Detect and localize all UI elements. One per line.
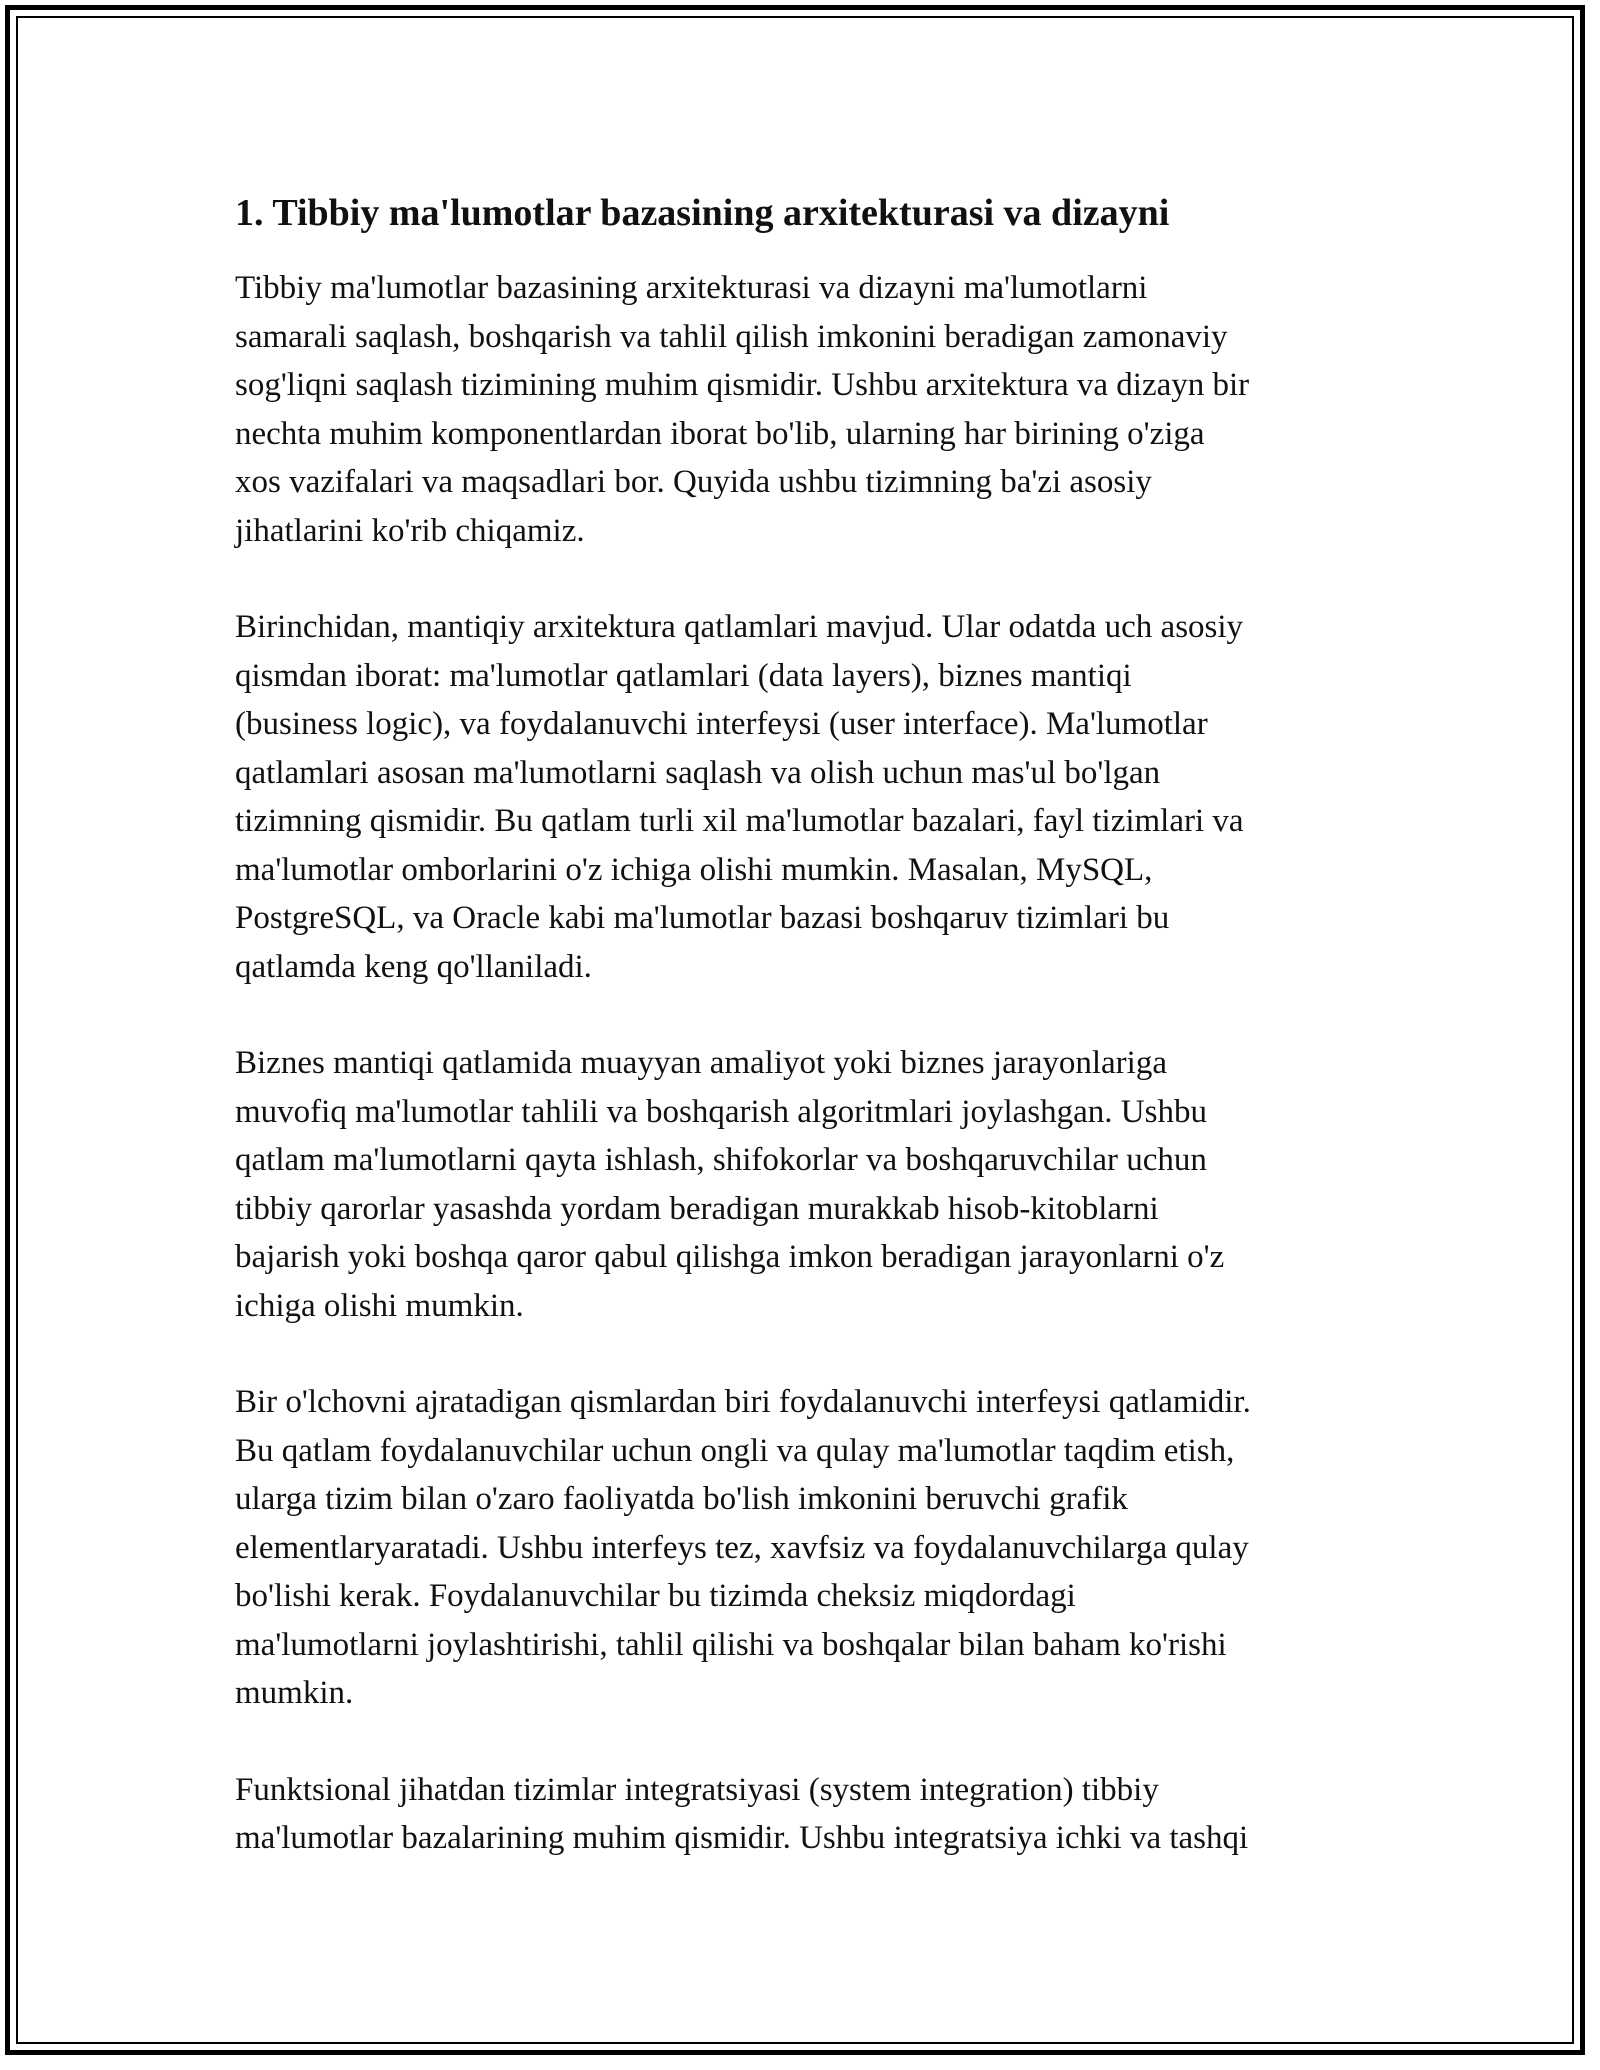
paragraph-logical-architecture: Birinchidan, mantiqiy arxitektura qatlamlari mavjud. Ular odatda uch asosiy qismdan iborat: ma'lumotlar qatlamlari (data layers), biznes mantiqi (business logic), va foydalanuvchi interfeysi (user interface). Ma'lumotlar qatlamlari asosan ma'lumotlarni saqlash va olish uchun mas'ul bo'lgan tizimning qismidir. Bu qatlam turli xil ma'lumotlar bazalari, fayl tizimlari va ma'lumotlar omborlarini o'z ichiga olishi mumkin. Masalan, MySQL, PostgreSQL, va Oracle kabi ma'lumotlar bazasi boshqaruv tizimlari bu qatlamda keng qo'llaniladi. [235,609,1244,985]
paragraph-business-logic: Biznes mantiqi qatlamida muayyan amaliyot yoki biznes jarayonlariga muvofiq ma'lumotlar tahlili va boshqarish algoritmlari joylashgan. Ushbu qatlam ma'lumotlarni qayta ishlash, shifokorlar va boshqaruvchilar uchun tibbiy qarorlar yasashda yordam beradigan murakkab hisob-kitoblarni bajarish yoki boshqa qaror qabul qilishga imkon beradigan jarayonlarni o'z ichiga olishi mumkin. [235,1045,1225,1324]
paragraph-intro: Tibbiy ma'lumotlar bazasining arxitekturasi va dizayni ma'lumotlarni samarali saqlash, boshqarish va tahlil qilish imkonini beradigan zamonaviy sog'liqni saqlash tizimining muhim qismidir. Ushbu arxitektura va dizayn bir nechta muhim komponentlardan iborat bo'lib, ularning har birining o'ziga xos vazifalari va maqsadlari bor. Quyida ushbu tizimning ba'zi asosiy jihatlarini ko'rib chiqamiz. [235,270,1250,549]
paragraph-user-interface: Bir o'lchovni ajratadigan qismlardan biri foydalanuvchi interfeysi qatlamidir. Bu qatlam foydalanuvchilar uchun ongli va qulay ma'lumotlar taqdim etish, ularga tizim bilan o'zaro faoliyatda bo'lish imkonini beruvchi grafik elementlaryaratadi. Ushbu interfeys tez, xavfsiz va foydalanuvchilarga qulay bo'lishi kerak. Foydalanuvchilar bu tizimda cheksiz miqdordagi ma'lumotlarni joylashtirishi, tahlil qilishi va boshqalar bilan baham ko'rishi mumkin. [235,1384,1251,1711]
section-heading: 1. Tibbiy ma'lumotlar bazasining arxitekturasi va dizayni [235,192,1170,234]
paragraph-system-integration: Funktsional jihatdan tizimlar integratsiyasi (system integration) tibbiy ma'lumotlar bazalarining muhim qismidir. Ushbu integratsiya ichki va tashqi [235,1771,1249,1856]
document-body [235,186,1375,1911]
